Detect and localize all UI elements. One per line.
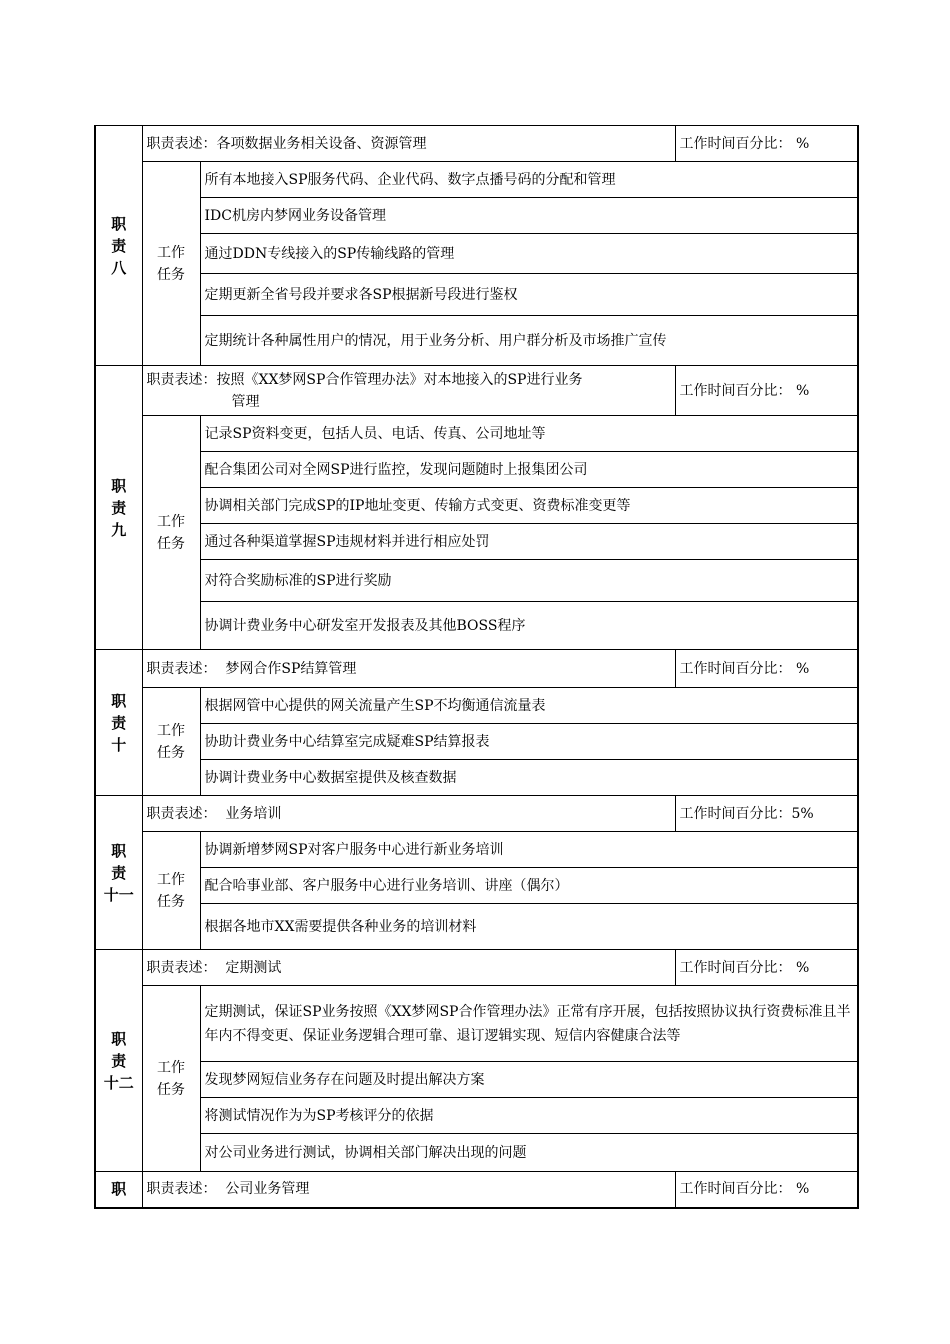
summary-text: 各项数据业务相关设备、资源管理 bbox=[216, 135, 427, 152]
task-item: 根据网管中心提供的网关流量产生SP不均衡通信流量表 bbox=[200, 688, 858, 724]
duty-12-summary-row bbox=[95, 950, 858, 986]
duty-13-time-percent bbox=[675, 1172, 858, 1208]
duty-12-summary bbox=[142, 950, 675, 986]
duty-title-char: 职 bbox=[111, 841, 127, 860]
duty-title-char: 八 bbox=[111, 258, 127, 277]
time-percent-value: % bbox=[795, 660, 810, 677]
duty-title-char: 责 bbox=[111, 236, 127, 255]
task-item: 对符合奖励标准的SP进行奖励 bbox=[200, 560, 858, 602]
summary-text: 定期测试 bbox=[225, 959, 282, 976]
time-percent-value: % bbox=[795, 135, 810, 152]
duty-12-time-percent bbox=[675, 950, 858, 986]
duty-10-time-percent bbox=[675, 650, 858, 688]
task-item: 对公司业务进行测试，协调相关部门解决出现的问题 bbox=[200, 1134, 858, 1172]
duty-title-char: 责 bbox=[111, 713, 127, 732]
duty-8-summary bbox=[142, 126, 675, 162]
task-item: 协调新增梦网SP对客户服务中心进行新业务培训 bbox=[200, 832, 858, 868]
summary-prefix: 职责表述： bbox=[146, 660, 217, 677]
duty-title-char: 职 bbox=[111, 476, 127, 495]
duty-11-summary bbox=[142, 796, 675, 832]
task-item: 通过DDN专线接入的SP传输线路的管理 bbox=[200, 234, 858, 274]
work-tasks-label bbox=[142, 832, 200, 950]
work-tasks-label bbox=[142, 162, 200, 366]
task-item: IDC机房内梦网业务设备管理 bbox=[200, 198, 858, 234]
time-percent-label: 工作时间百分比： bbox=[679, 1181, 792, 1198]
work-tasks-label-line: 工作 bbox=[157, 871, 185, 888]
task-item: 记录SP资料变更，包括人员、电话、传真、公司地址等 bbox=[200, 416, 858, 452]
duty-11-time-percent bbox=[675, 796, 858, 832]
task-item: 根据各地市XX需要提供各种业务的培训材料 bbox=[200, 904, 858, 950]
duty-11-title bbox=[95, 796, 142, 950]
time-percent-label: 工作时间百分比： bbox=[679, 660, 792, 677]
work-tasks-label bbox=[142, 688, 200, 796]
time-percent-label: 工作时间百分比： bbox=[679, 382, 792, 399]
work-tasks-label-line: 工作 bbox=[157, 244, 185, 261]
task-item: 配合集团公司对全网SP进行监控，发现问题随时上报集团公司 bbox=[200, 452, 858, 488]
task-item: 配合哈事业部、客户服务中心进行业务培训、讲座（偶尔） bbox=[200, 868, 858, 904]
duty-13-summary bbox=[142, 1172, 675, 1208]
summary-text-continued: 管理 bbox=[231, 393, 260, 410]
work-tasks-label-line: 工作 bbox=[157, 722, 185, 739]
duty-9-title bbox=[95, 366, 142, 650]
duty-12-title bbox=[95, 950, 142, 1172]
work-tasks-label-line: 任务 bbox=[157, 744, 185, 761]
duty-13-summary-row bbox=[95, 1172, 858, 1208]
duty-10-summary-row bbox=[95, 650, 858, 688]
summary-text: 公司业务管理 bbox=[225, 1181, 310, 1198]
task-item: 协调计费业务中心研发室开发报表及其他BOSS程序 bbox=[200, 602, 858, 650]
duty-8-summary-row bbox=[95, 126, 858, 162]
summary-text: 业务培训 bbox=[225, 805, 282, 822]
time-percent-label: 工作时间百分比： bbox=[679, 805, 792, 822]
task-item: 将测试情况作为为SP考核评分的依据 bbox=[200, 1098, 858, 1134]
duty-title-char: 十二 bbox=[103, 1073, 134, 1092]
duty-title-char: 十 bbox=[111, 735, 127, 754]
work-tasks-label-line: 任务 bbox=[157, 535, 185, 552]
time-percent-label: 工作时间百分比： bbox=[679, 135, 792, 152]
duty-title-char: 十一 bbox=[103, 885, 134, 904]
task-item: 协调相关部门完成SP的IP地址变更、传输方式变更、资费标准变更等 bbox=[200, 488, 858, 524]
task-item: 通过各种渠道掌握SP违规材料并进行相应处罚 bbox=[200, 524, 858, 560]
task-item: 协调计费业务中心数据室提供及核查数据 bbox=[200, 760, 858, 796]
work-tasks-label-line: 任务 bbox=[157, 266, 185, 283]
duty-8-time-percent bbox=[675, 126, 858, 162]
summary-text: 按照《XX梦网SP合作管理办法》对本地接入的SP进行业务 bbox=[216, 371, 583, 388]
duty-8-title bbox=[95, 126, 142, 366]
summary-prefix: 职责表述： bbox=[146, 805, 217, 822]
duty-11-summary-row bbox=[95, 796, 858, 832]
summary-prefix: 职责表述： bbox=[146, 959, 217, 976]
duty-9-summary bbox=[142, 366, 675, 416]
time-percent-value: 5% bbox=[791, 805, 814, 822]
task-item: 协助计费业务中心结算室完成疑难SP结算报表 bbox=[200, 724, 858, 760]
task-item: 所有本地接入SP服务代码、企业代码、数字点播号码的分配和管理 bbox=[200, 162, 858, 198]
duty-9-summary-row bbox=[95, 366, 858, 416]
time-percent-value: % bbox=[795, 1181, 810, 1198]
task-item: 定期更新全省号段并要求各SP根据新号段进行鉴权 bbox=[200, 274, 858, 316]
duty-title-char: 责 bbox=[111, 1051, 127, 1070]
summary-prefix: 职责表述： bbox=[146, 1181, 217, 1198]
work-tasks-label-line: 任务 bbox=[157, 1081, 185, 1098]
duty-title-char: 职 bbox=[111, 691, 127, 710]
task-item: 定期统计各种属性用户的情况，用于业务分析、用户群分析及市场推广宣传 bbox=[200, 316, 858, 366]
duty-10-summary bbox=[142, 650, 675, 688]
duty-title-char: 九 bbox=[111, 520, 127, 539]
duty-title-char: 职 bbox=[111, 1180, 127, 1199]
task-item: 定期测试，保证SP业务按照《XX梦网SP合作管理办法》正常有序开展，包括按照协议执行资费标准且半年内不得变更、保证业务逻辑合理可靠、退订逻辑实现、短信内容健康合法等 bbox=[200, 986, 858, 1062]
work-tasks-label bbox=[142, 986, 200, 1172]
work-tasks-label-line: 工作 bbox=[157, 513, 185, 530]
task-item: 发现梦网短信业务存在问题及时提出解决方案 bbox=[200, 1062, 858, 1098]
summary-prefix: 职责表述： bbox=[146, 371, 217, 388]
duty-title-char: 职 bbox=[111, 1029, 127, 1048]
duty-9-time-percent bbox=[675, 366, 858, 416]
work-tasks-label bbox=[142, 416, 200, 650]
duty-table bbox=[94, 125, 859, 1209]
summary-prefix: 职责表述： bbox=[146, 135, 217, 152]
duty-title-char: 责 bbox=[111, 863, 127, 882]
duty-title-char: 责 bbox=[111, 498, 127, 517]
duty-10-title bbox=[95, 650, 142, 796]
time-percent-value: % bbox=[795, 959, 810, 976]
time-percent-value: % bbox=[795, 382, 810, 399]
duty-title-char: 职 bbox=[111, 214, 127, 233]
work-tasks-label-line: 任务 bbox=[157, 893, 185, 910]
summary-text: 梦网合作SP结算管理 bbox=[225, 660, 357, 677]
duty-13-title bbox=[95, 1172, 142, 1208]
time-percent-label: 工作时间百分比： bbox=[679, 959, 792, 976]
work-tasks-label-line: 工作 bbox=[157, 1059, 185, 1076]
